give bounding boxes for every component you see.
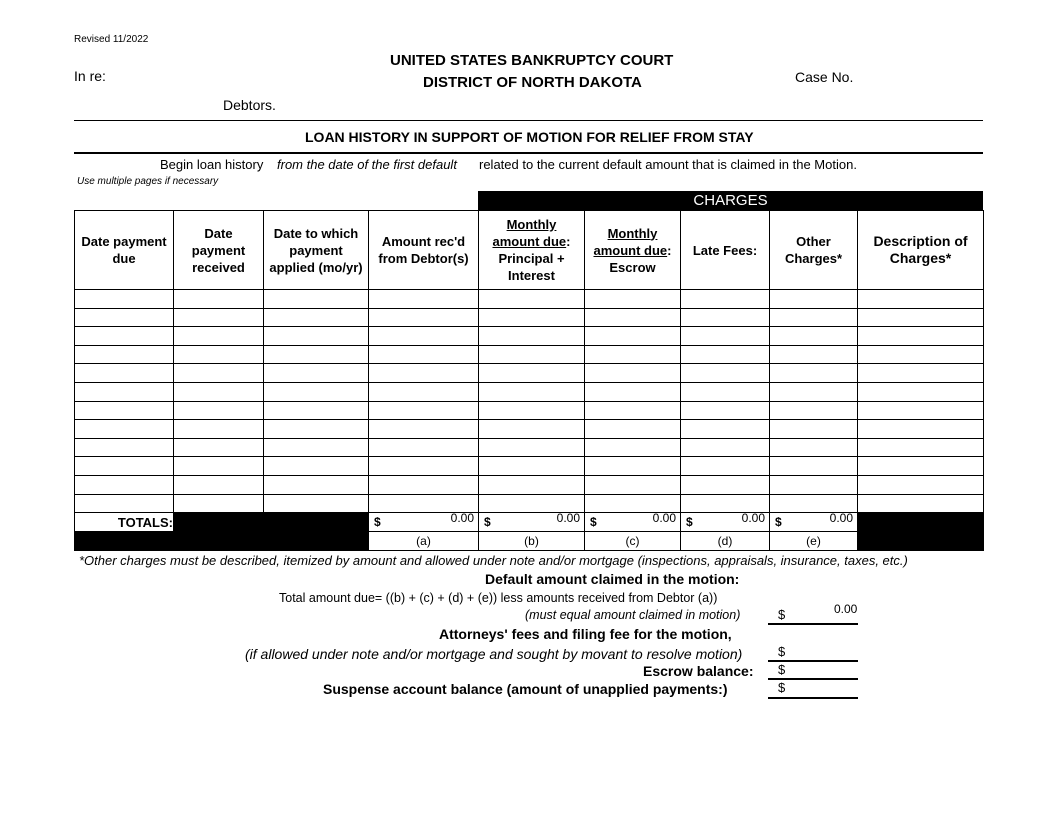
table-cell[interactable] bbox=[369, 382, 479, 401]
divider bbox=[74, 120, 983, 121]
table-cell[interactable] bbox=[770, 290, 858, 309]
table-cell[interactable] bbox=[585, 327, 681, 346]
column-header bbox=[858, 211, 984, 290]
divider bbox=[74, 152, 983, 154]
table-cell[interactable] bbox=[369, 345, 479, 364]
table-cell[interactable] bbox=[174, 382, 264, 401]
column-header bbox=[174, 211, 264, 290]
table-cell[interactable] bbox=[585, 290, 681, 309]
revised-date: Revised 11/2022 bbox=[74, 34, 149, 45]
header-line: Amount rec'd bbox=[381, 234, 466, 249]
table-cell[interactable] bbox=[585, 420, 681, 439]
total-value: 0.00 bbox=[829, 511, 853, 526]
currency: $ bbox=[374, 515, 381, 530]
table-cell[interactable] bbox=[75, 382, 174, 401]
table-cell[interactable] bbox=[858, 364, 984, 383]
multiple-pages-note: Use multiple pages if necessary bbox=[77, 176, 219, 187]
table-cell[interactable] bbox=[858, 308, 984, 327]
table-cell[interactable] bbox=[770, 401, 858, 420]
table-cell[interactable] bbox=[681, 382, 770, 401]
total-cell[interactable] bbox=[479, 513, 585, 532]
column-letter: (a) bbox=[369, 532, 479, 551]
header-colon: : bbox=[667, 242, 672, 258]
table-cell[interactable] bbox=[174, 290, 264, 309]
blackout bbox=[858, 513, 984, 551]
column-letter: (c) bbox=[585, 532, 681, 551]
total-value: 0.00 bbox=[556, 511, 580, 526]
form-title: LOAN HISTORY IN SUPPORT OF MOTION FOR RELIEF FROM STAY bbox=[305, 129, 754, 145]
header-line: Principal + bbox=[498, 251, 565, 266]
table-row bbox=[75, 382, 984, 401]
table-cell[interactable] bbox=[479, 494, 585, 513]
table-row bbox=[75, 401, 984, 420]
table-cell[interactable] bbox=[174, 457, 264, 476]
table-row bbox=[75, 494, 984, 513]
table-cell[interactable] bbox=[479, 457, 585, 476]
table-cell[interactable] bbox=[479, 382, 585, 401]
table-cell[interactable] bbox=[770, 308, 858, 327]
header-line: Escrow bbox=[609, 259, 656, 275]
column-letter: (b) bbox=[479, 532, 585, 551]
table-cell[interactable] bbox=[858, 382, 984, 401]
table-cell[interactable] bbox=[858, 345, 984, 364]
total-value: 0.00 bbox=[652, 511, 676, 526]
table-cell[interactable] bbox=[681, 364, 770, 383]
table-cell[interactable] bbox=[681, 457, 770, 476]
table-cell[interactable] bbox=[585, 475, 681, 494]
table-cell[interactable] bbox=[681, 494, 770, 513]
table-row bbox=[75, 457, 984, 476]
currency: $ bbox=[484, 515, 491, 530]
table-cell[interactable] bbox=[770, 382, 858, 401]
table-cell[interactable] bbox=[264, 327, 369, 346]
table-cell[interactable] bbox=[681, 475, 770, 494]
table-cell[interactable] bbox=[174, 327, 264, 346]
charges-header: CHARGES bbox=[478, 191, 983, 210]
intro-italic: from the date of the first default bbox=[277, 157, 457, 172]
header-underlined: amount due bbox=[492, 234, 567, 249]
table-cell[interactable] bbox=[681, 438, 770, 457]
table-cell[interactable] bbox=[369, 420, 479, 439]
court-district: DISTRICT OF NORTH DAKOTA bbox=[423, 74, 642, 91]
table-cell[interactable] bbox=[75, 345, 174, 364]
letters-row bbox=[75, 532, 984, 551]
blackout bbox=[75, 532, 369, 551]
table-cell[interactable] bbox=[479, 420, 585, 439]
attorney-note: (if allowed under note and/or mortgage and sought by movant to resolve motion) bbox=[245, 646, 743, 662]
currency: $ bbox=[778, 607, 786, 622]
court-name: UNITED STATES BANKRUPTCY COURT bbox=[390, 52, 674, 69]
table-cell[interactable] bbox=[681, 420, 770, 439]
table-cell[interactable] bbox=[174, 438, 264, 457]
default-heading: Default amount claimed in the motion: bbox=[485, 571, 740, 587]
header-line: payment bbox=[289, 242, 343, 258]
in-re-label: In re: bbox=[74, 68, 106, 84]
total-value: 0.00 bbox=[741, 511, 765, 526]
table-cell[interactable] bbox=[858, 327, 984, 346]
header-line: due bbox=[112, 251, 136, 266]
table-cell[interactable] bbox=[75, 290, 174, 309]
table-cell[interactable] bbox=[479, 308, 585, 327]
escrow-label: Escrow balance: bbox=[643, 663, 754, 679]
column-letter: (d) bbox=[681, 532, 770, 551]
attorney-heading: Attorneys' fees and filing fee for the motion, bbox=[439, 626, 732, 642]
table-cell[interactable] bbox=[770, 327, 858, 346]
table-cell[interactable] bbox=[770, 438, 858, 457]
table-cell[interactable] bbox=[770, 345, 858, 364]
currency: $ bbox=[590, 515, 597, 530]
table-cell[interactable] bbox=[174, 494, 264, 513]
column-header bbox=[585, 211, 681, 290]
table-cell[interactable] bbox=[75, 438, 174, 457]
table-cell[interactable] bbox=[585, 401, 681, 420]
column-header bbox=[264, 211, 369, 290]
table-cell[interactable] bbox=[858, 457, 984, 476]
table-cell[interactable] bbox=[75, 327, 174, 346]
debtors-label: Debtors. bbox=[223, 97, 276, 113]
currency: $ bbox=[775, 515, 782, 530]
table-cell[interactable] bbox=[585, 457, 681, 476]
column-header bbox=[479, 211, 585, 290]
default-amount-field[interactable]: 0.00 bbox=[834, 602, 858, 616]
column-header bbox=[369, 211, 479, 290]
table-cell[interactable] bbox=[174, 420, 264, 439]
table-cell[interactable] bbox=[369, 308, 479, 327]
header-line: Other bbox=[796, 234, 831, 249]
table-cell[interactable] bbox=[585, 438, 681, 457]
must-equal-note: (must equal amount claimed in motion) bbox=[525, 608, 741, 622]
table-cell[interactable] bbox=[264, 457, 369, 476]
table-row bbox=[75, 290, 984, 309]
header-line: applied (mo/yr) bbox=[269, 259, 363, 275]
table-cell[interactable] bbox=[75, 494, 174, 513]
table-row bbox=[75, 438, 984, 457]
table-cell[interactable] bbox=[858, 420, 984, 439]
table-cell[interactable] bbox=[479, 475, 585, 494]
table-cell[interactable] bbox=[479, 327, 585, 346]
blackout bbox=[174, 513, 369, 532]
table-cell[interactable] bbox=[479, 290, 585, 309]
loan-history-table bbox=[74, 210, 984, 551]
table-cell[interactable] bbox=[369, 475, 479, 494]
table-cell[interactable] bbox=[585, 345, 681, 364]
currency: $ bbox=[778, 680, 786, 695]
totals-row bbox=[75, 513, 984, 532]
table-cell[interactable] bbox=[479, 364, 585, 383]
table-cell[interactable] bbox=[75, 475, 174, 494]
table-cell[interactable] bbox=[75, 401, 174, 420]
table-cell[interactable] bbox=[174, 364, 264, 383]
table-cell[interactable] bbox=[264, 345, 369, 364]
table-cell[interactable] bbox=[681, 327, 770, 346]
table-cell[interactable] bbox=[858, 494, 984, 513]
table-row bbox=[75, 420, 984, 439]
table-row bbox=[75, 308, 984, 327]
table-cell[interactable] bbox=[770, 475, 858, 494]
column-header bbox=[770, 211, 858, 290]
totals-label: TOTALS: bbox=[75, 513, 174, 532]
header-line: received bbox=[192, 259, 245, 275]
header-line: Charges* bbox=[889, 250, 952, 266]
table-cell[interactable] bbox=[770, 457, 858, 476]
table-cell[interactable] bbox=[585, 364, 681, 383]
column-header bbox=[681, 211, 770, 290]
table-cell[interactable] bbox=[369, 494, 479, 513]
table-cell[interactable] bbox=[369, 290, 479, 309]
table-cell[interactable] bbox=[369, 401, 479, 420]
table-cell[interactable] bbox=[264, 438, 369, 457]
table-cell[interactable] bbox=[858, 438, 984, 457]
suspense-label: Suspense account balance (amount of unapplied payments:) bbox=[323, 681, 728, 697]
table-cell[interactable] bbox=[174, 475, 264, 494]
table-cell[interactable] bbox=[585, 494, 681, 513]
column-header bbox=[75, 211, 174, 290]
header-line: Date bbox=[204, 225, 233, 241]
table-cell[interactable] bbox=[585, 382, 681, 401]
table-cell[interactable] bbox=[479, 401, 585, 420]
table-cell[interactable] bbox=[770, 494, 858, 513]
currency: $ bbox=[686, 515, 693, 530]
header-colon: : bbox=[566, 234, 571, 249]
table-cell[interactable] bbox=[264, 401, 369, 420]
table-cell[interactable] bbox=[264, 308, 369, 327]
column-letter: (e) bbox=[770, 532, 858, 551]
table-cell[interactable] bbox=[264, 290, 369, 309]
table-cell[interactable] bbox=[479, 438, 585, 457]
table-row bbox=[75, 327, 984, 346]
table-cell[interactable] bbox=[75, 364, 174, 383]
table-cell[interactable] bbox=[681, 401, 770, 420]
header-underlined: amount due bbox=[593, 242, 668, 258]
header-line: Date payment bbox=[81, 234, 167, 249]
table-row bbox=[75, 345, 984, 364]
header-line: from Debtor(s) bbox=[378, 251, 469, 266]
total-value: 0.00 bbox=[450, 511, 474, 526]
total-cell[interactable] bbox=[585, 513, 681, 532]
suspense-balance-field[interactable] bbox=[768, 697, 858, 699]
header-line: payment bbox=[191, 242, 246, 258]
currency: $ bbox=[778, 644, 786, 659]
table-cell[interactable] bbox=[264, 494, 369, 513]
table-cell[interactable] bbox=[858, 290, 984, 309]
table-cell[interactable] bbox=[264, 364, 369, 383]
header-underlined: Monthly bbox=[607, 225, 658, 241]
table-cell[interactable] bbox=[369, 438, 479, 457]
underline bbox=[768, 623, 858, 625]
table-row bbox=[75, 475, 984, 494]
table-cell[interactable] bbox=[75, 308, 174, 327]
table-cell[interactable] bbox=[681, 308, 770, 327]
table-cell[interactable] bbox=[174, 401, 264, 420]
table-cell[interactable] bbox=[75, 457, 174, 476]
table-cell[interactable] bbox=[479, 345, 585, 364]
case-no-label: Case No. bbox=[795, 69, 854, 85]
header-line: Date to which bbox=[273, 225, 359, 241]
total-formula: Total amount due= ((b) + (c) + (d) + (e)) less amounts received from Debtor (a)) bbox=[279, 591, 718, 605]
table-cell[interactable] bbox=[369, 327, 479, 346]
total-cell[interactable] bbox=[770, 513, 858, 532]
intro-begin: Begin loan history bbox=[160, 157, 264, 172]
header-line: Charges* bbox=[784, 251, 843, 266]
header-line: Interest bbox=[508, 268, 555, 283]
total-cell[interactable] bbox=[681, 513, 770, 532]
intro-rest: related to the current default amount that is claimed in the Motion. bbox=[479, 157, 857, 172]
currency: $ bbox=[778, 662, 786, 677]
footnote: *Other charges must be described, itemized by amount and allowed under note and/or mortgage (inspections, appraisals, insurance, taxes, etc.) bbox=[79, 553, 908, 568]
table-cell[interactable] bbox=[264, 420, 369, 439]
table-cell[interactable] bbox=[858, 475, 984, 494]
table-cell[interactable] bbox=[369, 457, 479, 476]
table-cell[interactable] bbox=[264, 475, 369, 494]
table-cell[interactable] bbox=[174, 345, 264, 364]
table-cell[interactable] bbox=[369, 364, 479, 383]
table-cell[interactable] bbox=[264, 382, 369, 401]
header-underlined: Monthly bbox=[506, 217, 557, 232]
table-cell[interactable] bbox=[681, 345, 770, 364]
table-cell[interactable] bbox=[681, 290, 770, 309]
table-row bbox=[75, 364, 984, 383]
total-cell[interactable] bbox=[369, 513, 479, 532]
table-cell[interactable] bbox=[770, 364, 858, 383]
table-cell[interactable] bbox=[585, 308, 681, 327]
header-line: Late Fees: bbox=[692, 242, 758, 258]
table-cell[interactable] bbox=[75, 420, 174, 439]
table-cell[interactable] bbox=[858, 401, 984, 420]
table-cell[interactable] bbox=[770, 420, 858, 439]
table-cell[interactable] bbox=[174, 308, 264, 327]
header-line: Description of bbox=[873, 233, 968, 249]
